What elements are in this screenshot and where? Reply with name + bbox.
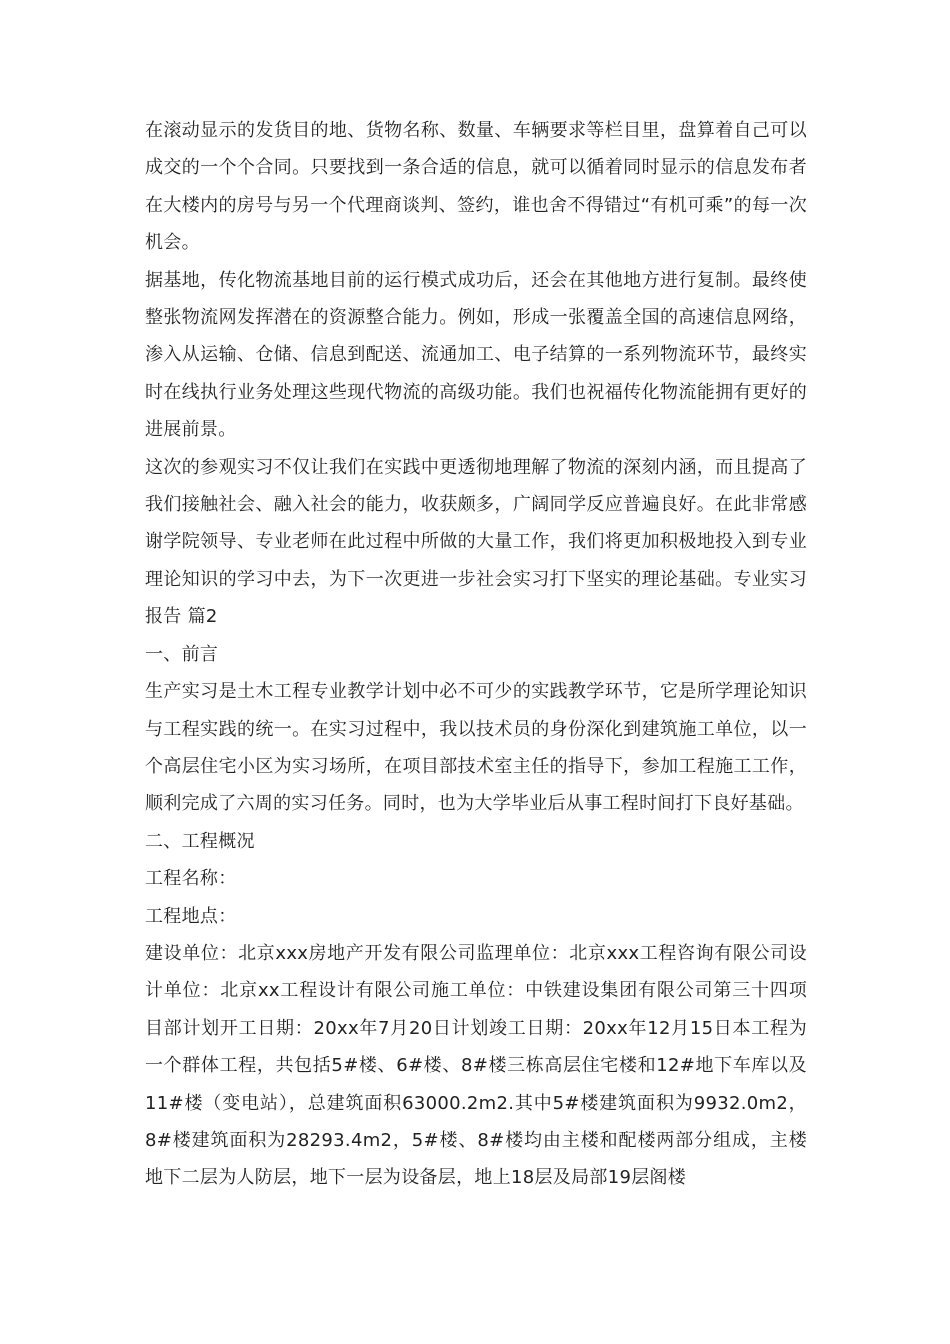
paragraph-freight-hall: 在滚动显示的发货目的地、货物名称、数量、车辆要求等栏目里，盘算着自己可以成交的一个个合同。只要找到一条合适的信息，就可以循着同时显示的信息发布者在大楼内的房号与另一个代理商谈判、签约，谁也舍不得错过“有机可乘”的每一次机会。 [145, 120, 807, 254]
paragraph-visit-summary: 这次的参观实习不仅让我们在实践中更透彻地理解了物流的深刻内涵，而且提高了我们接触社会、融入社会的能力，收获颇多，广阔同学反应普遍良好。在此非常感谢学院领导、专业老师在此过程中所做的大量工作，我们将更加积极地投入到专业理论知识的学习中去，为下一次更进一步社会实习打下坚实的理论基础。专业实习报告 篇2 [145, 456, 807, 628]
paragraph-logistics-base: 据基地，传化物流基地目前的运行模式成功后，还会在其他地方进行复制。最终使整张物流网发挥潜在的资源整合能力。例如，形成一张覆盖全国的高速信息网络，渗入从运输、仓储、信息到配送、流通加工、电子结算的一系列物流环节，最终实时在线执行业务处理这些现代物流的高级功能。我们也祝福传化物流能拥有更好的进展前景。 [145, 269, 807, 441]
section-heading-overview: 二、工程概况 [145, 830, 255, 852]
section-heading-preface: 一、前言 [145, 643, 219, 665]
paragraph-preface: 生产实习是土木工程专业教学计划中必不可少的实践教学环节，它是所学理论知识与工程实践的统一。在实习过程中，我以技术员的身份深化到建筑施工单位，以一个高层住宅小区为实习场所，在项目部技术室主任的指导下，参加工程施工工作，顺利完成了六周的实习任务。同时，也为大学毕业后从事工程时间打下良好基础。 [145, 681, 807, 815]
paragraph-project-details: 建设单位：北京xxx房地产开发有限公司监理单位：北京xxx工程咨询有限公司设计单位：北京xx工程设计有限公司施工单位：中铁建设集团有限公司第三十四项目部计划开工日期：20xx年7月20日计划竣工日期：20xx年12月15日本工程为一个群体工程，共包括5#楼、6#楼、8#楼三栋高层住宅楼和12#地下车库以及11#楼（变电站），总建筑面积63000.2m2.其中5#楼建筑面积为9932.0m2，8#楼建筑面积为28293.4m2，5#楼、8#楼均由主楼和配楼两部分组成，主楼地下二层为人防层，地下一层为设备层，地上18层及局部19层阁楼 [145, 942, 807, 1189]
document-page [145, 112, 807, 1197]
field-project-name: 工程名称： [145, 868, 237, 890]
field-project-location: 工程地点： [145, 905, 237, 927]
